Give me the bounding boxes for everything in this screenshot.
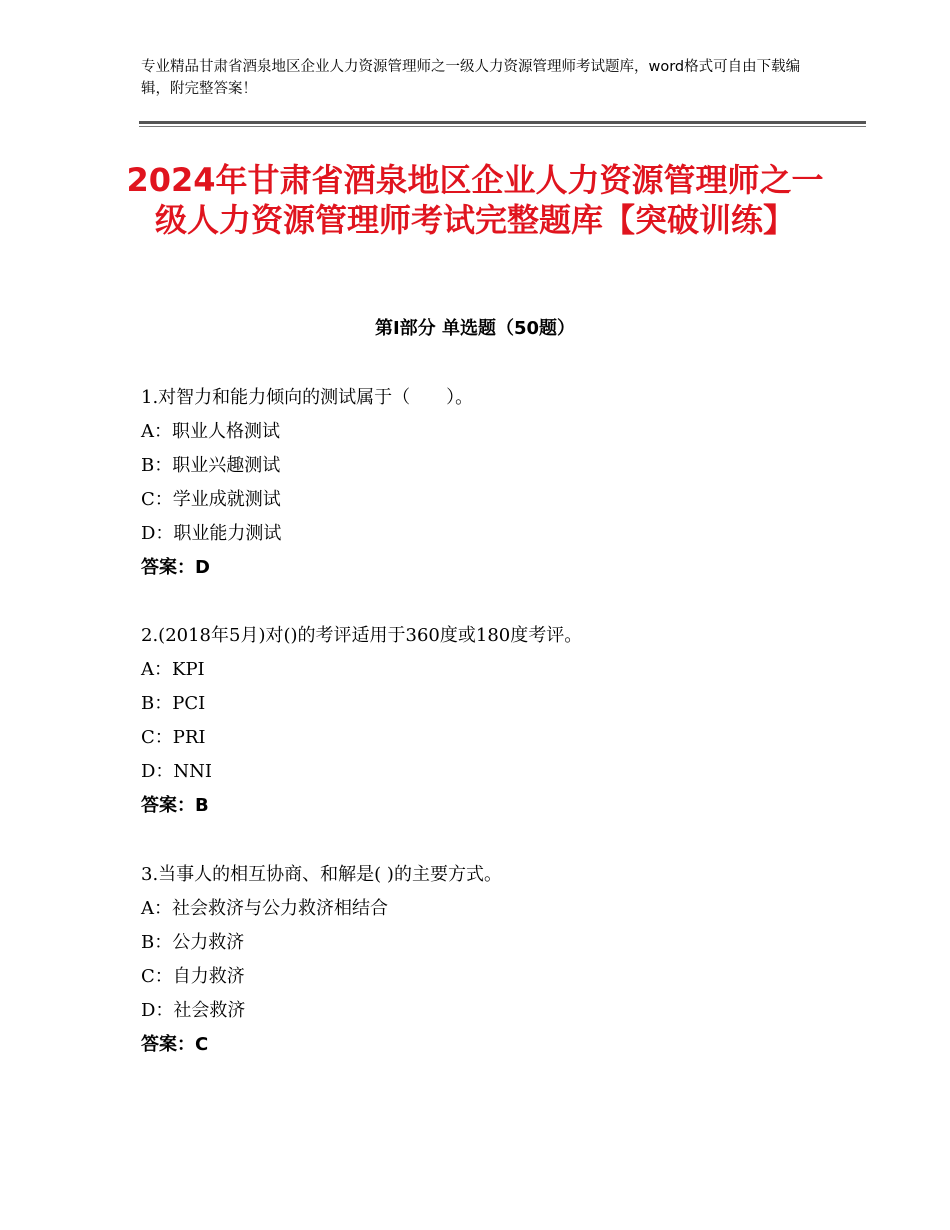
header-note: 专业精品甘肃省酒泉地区企业人力资源管理师之一级人力资源管理师考试题库，word格式可自由下载编辑，附完整答案！ (141, 59, 801, 97)
option-b: B：职业兴趣测试 (141, 455, 281, 476)
option-b: B：公力救济 (141, 932, 245, 953)
question-1 (141, 381, 841, 585)
header-rule-thin (139, 126, 866, 127)
question-2 (141, 619, 841, 823)
option-c: C：自力救济 (141, 966, 245, 987)
option-a: A：职业人格测试 (141, 421, 280, 442)
section-heading: 第Ⅰ部分 单选题（50题） (374, 318, 575, 339)
question-stem: 3.当事人的相互协商、和解是( )的主要方式。 (141, 864, 502, 885)
answer-label: 答案：C (141, 1034, 209, 1055)
option-a: A：社会救济与公力救济相结合 (141, 898, 388, 919)
option-d: D：职业能力测试 (141, 523, 282, 544)
document-title: 2024年甘肃省酒泉地区企业人力资源管理师之一级人力资源管理师考试完整题库【突破训练】 (126, 161, 824, 239)
option-d: D：NNI (141, 761, 213, 782)
option-d: D：社会救济 (141, 1000, 246, 1021)
option-c: C：学业成就测试 (141, 489, 281, 510)
header-rule-thick (139, 121, 866, 124)
option-b: B：PCI (141, 693, 206, 714)
option-a: A：KPI (141, 659, 205, 680)
question-stem: 2.(2018年5月)对()的考评适用于360度或180度考评。 (141, 625, 583, 646)
answer-label: 答案：B (141, 795, 209, 816)
question-3 (141, 858, 841, 1062)
option-c: C：PRI (141, 727, 206, 748)
answer-label: 答案：D (141, 557, 210, 578)
question-stem: 1.对智力和能力倾向的测试属于（ ）。 (141, 387, 474, 408)
